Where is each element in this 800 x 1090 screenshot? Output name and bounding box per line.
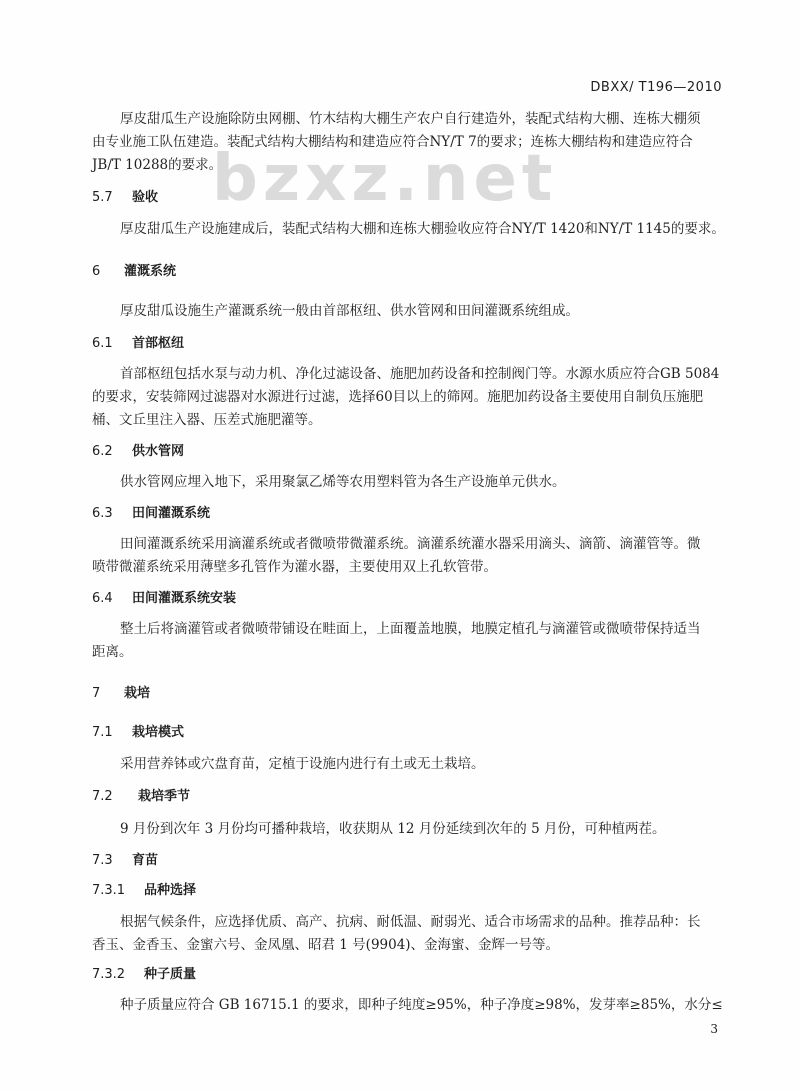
section-heading-7-1 [92, 722, 184, 744]
paragraph-line: 厚皮甜瓜生产设施建成后，装配式结构大棚和连栋大棚验收应符合NY/T 1420和NY/T 1145的要求。 [120, 221, 725, 237]
section-heading-7-3-2 [92, 964, 196, 986]
paragraph-line: 厚皮甜瓜生产设施除防虫网棚、竹木结构大棚生产农户自行建造外，装配式结构大棚、连栋大棚须 [120, 111, 701, 127]
section-number: 6 [92, 264, 101, 279]
section-title: 种子质量 [144, 967, 197, 982]
paragraph-line: 的要求，安装筛网过滤器对水源进行过滤，选择60目以上的筛网。施肥加药设备主要使用自制负压施肥 [92, 389, 704, 405]
section-number: 7 [92, 686, 101, 701]
section-title: 栽培季节 [138, 789, 191, 804]
paragraph-line: 9 月份到次年 3 月份均可播种栽培，收获期从 12 月份延续到次年的 5 月份，可种植两茬。 [120, 821, 666, 837]
section-title: 育苗 [132, 853, 159, 868]
paragraph-line: 厚皮甜瓜设施生产灌溉系统一般由首部枢纽、供水管网和田间灌溉系统组成。 [120, 303, 579, 319]
section-number: 6.2 [92, 444, 113, 459]
section-heading-6-3 [92, 503, 210, 525]
paragraph-line: 桶、文丘里注入器、压差式施肥灌等。 [92, 412, 322, 428]
section-number: 7.2 [92, 789, 113, 804]
paragraph-line: 由专业施工队伍建造。装配式结构大棚结构和建造应符合NY/T 7的要求；连栋大棚结构和建造应符合 [92, 134, 693, 150]
section-number: 6.4 [92, 591, 113, 606]
paragraph-line: 根据气候条件，应选择优质、高产、抗病、耐低温、耐弱光、适合市场需求的品种。推荐品种：长 [120, 914, 701, 930]
section-heading-7 [92, 683, 150, 705]
section-heading-6-2 [92, 441, 184, 463]
section-title: 田间灌溉系统安装 [132, 591, 237, 606]
document-code: DBXX/ T196—2010 [590, 80, 722, 95]
paragraph-line: 整土后将滴灌管或者微喷带铺设在畦面上，上面覆盖地膜，地膜定植孔与滴灌管或微喷带保持适当 [120, 621, 701, 637]
section-number: 7.3.1 [92, 883, 126, 898]
paragraph-line: 首部枢纽包括水泵与动力机、净化过滤设备、施肥加药设备和控制阀门等。水源水质应符合GB 5084 [120, 366, 720, 382]
paragraph-line: 供水管网应埋入地下，采用聚氯乙烯等农用塑料管为各生产设施单元供水。 [120, 474, 566, 490]
section-title: 栽培模式 [132, 725, 185, 740]
section-title: 供水管网 [132, 444, 185, 459]
section-number: 7.3.2 [92, 967, 126, 982]
section-title: 田间灌溉系统 [132, 506, 211, 521]
section-title: 品种选择 [144, 883, 197, 898]
section-heading-5-7 [92, 187, 158, 209]
paragraph-line: 种子质量应符合 GB 16715.1 的要求，即种子纯度≥95%，种子净度≥98%，发芽率≥85%，水分≤ [120, 997, 723, 1013]
section-title: 栽培 [124, 686, 151, 701]
section-number: 5.7 [92, 190, 113, 205]
header-rule [80, 100, 722, 101]
section-heading-7-2 [92, 786, 190, 808]
section-heading-7-3-1 [92, 880, 196, 902]
section-heading-6-4 [92, 588, 236, 610]
section-number: 6.1 [92, 336, 113, 351]
section-title: 首部枢纽 [132, 336, 185, 351]
watermark: bzxz.net [212, 142, 558, 216]
paragraph-line: 香玉、金香玉、金蜜六号、金凤凰、昭君 1 号(9904)、金海蜜、金辉一号等。 [92, 937, 560, 953]
section-title: 灌溉系统 [124, 264, 177, 279]
section-number: 6.3 [92, 506, 113, 521]
section-title: 验收 [132, 190, 159, 205]
paragraph-line: JB/T 10288的要求。 [92, 157, 223, 173]
paragraph-line: 喷带微灌系统采用薄壁多孔管作为灌水器，主要使用双上孔软管带。 [92, 559, 497, 575]
page-number: 3 [710, 1022, 718, 1036]
paragraph-line: 距离。 [92, 644, 133, 660]
section-heading-6 [92, 261, 176, 283]
section-heading-7-3 [92, 850, 158, 872]
section-number: 7.1 [92, 725, 113, 740]
section-number: 7.3 [92, 853, 113, 868]
paragraph-line: 采用营养钵或穴盘育苗，定植于设施内进行有土或无土栽培。 [120, 756, 485, 772]
section-heading-6-1 [92, 333, 184, 355]
paragraph-line: 田间灌溉系统采用滴灌系统或者微喷带微灌系统。滴灌系统灌水器采用滴头、滴箭、滴灌管等。微 [120, 536, 701, 552]
